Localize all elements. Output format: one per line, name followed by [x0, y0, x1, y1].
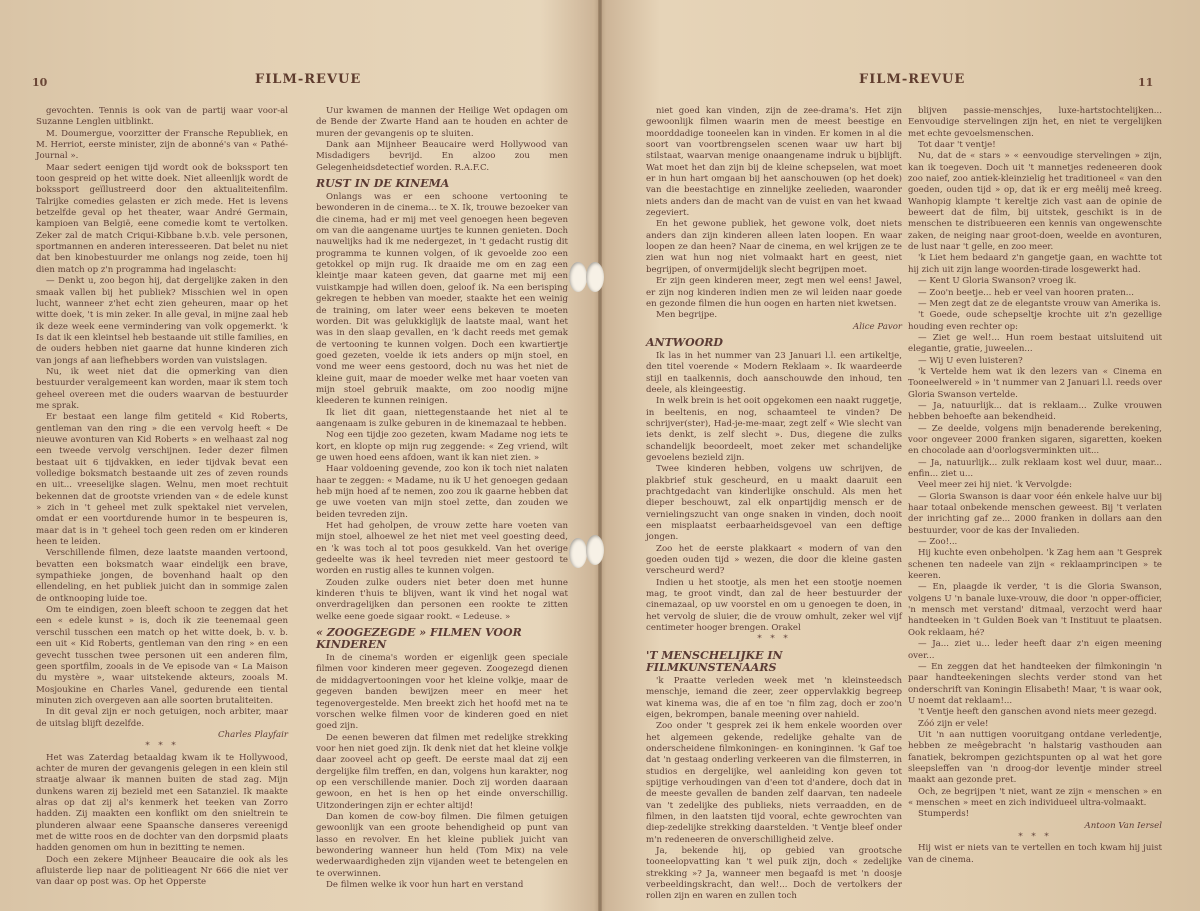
paragraph: niet goed kan vinden, zijn de zee-drama's. Het zijn gewoonlijk filmen waarin men de meest beestige en moorddadige tooneelen kan in vinden. Er komen in al die soort van voortbrengselen scenen waar uw hart bij stilstaat, waarvan menige onaangename indruk u bijblijft. Wat moet het dan zijn bij de kleine schepselen, wat moet er in hun hart omgaan bij het aanschouwen (op het doek) van die beestachtige en zinnelijke zeelieden, waaronder niets anders dan de macht van de vuist en van het kwaad zegeviert. [646, 106, 902, 219]
author-signature: Antoon Van Iersel [1084, 820, 1162, 831]
paragraph: Stumperds! [918, 809, 970, 820]
paragraph: 't Ventje heeft den ganschen avond niets meer gezegd. [918, 707, 1157, 718]
paragraph: Onlangs was er een schoone vertooning te bewonderen in de cinema... te X. Ik, trouwe bezoeker van die cinema, had er mij met veel genoegen heen begeven om van die aangename uurtjes te kunnen genieten. Doch nauwelijks had ik me nedergezet, in 't gedacht rustig dit programma te kunnen volgen, of ik gevoelde zoo een getokkel op mijn rug. Ik draaide me om en zag een kleintje maar kateen geven, dat gaarne met mij een vuistkampje had willen doen, geloof ik. Na een berisping gekregen te hebben van moeder, staakte het een weinig de training, om later weer eens bekeven te moeten worden. Dit was gelukkiglijk de laatste maal, want het was in den slaap gevallen, en 'k dacht reeds met gemak de vertooning te kunnen volgen. Doch een kwartiertje goed gezeten, voelde ik iets anders op mijn stoel, en vond me weer eens gestoord, doch nu was het niet de kleine guit, maar de moeder welke met haar voeten van mijn stoel gebruik maakte, om zoo noodig mijne kleederen te kunnen reinigen. [316, 192, 568, 407]
paragraph: — Ze deelde, volgens mijn benaderende berekening, voor ongeveer 2000 franken sigaren, sigaretten, koeken en chocolade aan d'oorlogsverminkten uit... [908, 423, 1162, 457]
article-heading: ANTWOORD [646, 335, 723, 349]
paragraph: Maar sedert eenigen tijd wordt ook de bokssport ten toon gespreid op het witte doek. Niet alleenlijk wordt de bokssport geïllustreerd door den aktualiteitenfilm. Talrijke comedies gelasten er zich mede. Het is levens betzelfde geval op het theater, waar André Germain, kampioen van België, eene comedie komt te vertolken. Zeker zal de match Criqui-Kibbane b.v.b. vele personen, sportmannen en anderen interesseeren. Dat belet nu niet dat ben kinobestuurder me onlangs nog zeide, toen hij dien match op z'n programma had ingelascht: [36, 162, 288, 275]
paragraph: De eenen beweren dat filmen met redelijke strekking voor hen niet goed zijn. Ik denk niet dat het kleine volkje daar zooveel acht op geeft. De eerste maal dat zij een dergelijke film treffen, en dan, volgens hun karakter, nog op een verschillende manier. Doch zij worden daaraan gewoon, en het is hen op het einde onverschillig. Uitzonderingen zijn er echter altijd! [316, 732, 568, 811]
paragraph: Nu, dat de « stars » « eenvoudige stervelingen » zijn, kan ik toegeven. Doch uit 't mannetjes redeneeren dook zoo naief, zoo antiek-kleinzielig het traditioneel « van den goeden, ouden tijd » op, dat ik er erg meêlij meê kreeg. Wanhopig klampte 't kereltje zich vast aan de opinie de beweert dat de film, bij uitstek, geschikt is in de menschen te distribueeren een kennis van ongewenschte zaken, de neiging naar groot-doen, weelde en avonturen, de lust naar 't gelle, en zoo meer. [908, 151, 1162, 253]
article-heading: RUST IN DE KINEMA [316, 177, 450, 191]
author-signature: Alice Pavor [853, 321, 902, 332]
binding-hole [586, 262, 604, 292]
paragraph: — Denkt u, zoo begon hij, dat dergelijke zaken in den smaak vallen bij het publiek? Misschien wel in open lucht, wanneer z'het echt zien geheuren, maar op het witte doek, 't is min zeker. In alle geval, in mijne zaal heb ik deze week eene vermindering van volk opgemerkt. 'k Is dat ik een kleintsel heb bestaande uit stille families, en de ouders hebben niet gaarne dat hunne kinderen zich van jongs af aan liefhebbers worden van vuistslagen. [36, 276, 288, 366]
paragraph: Het had geholpen, de vrouw zette hare voeten van mijn stoel, alhoewel ze het niet met veel goesting deed, en 'k was toch al tot poos gesukkeld. Van het overige gedeelte was ik heel tevreden niet meer gestoord te worden en rustig alles te kunnen volgen. [316, 521, 568, 577]
paragraph: In welk brein is het ooit opgekomen een naakt ruggetje, in beeltenis, en nog, schaamteel te vinden? De schrijver(ster), Had-je-me-maar, zegt zelf « Wie slecht van iets denkt, is zelf slecht ». Dus, diegene die zulks schandelijk beoordeelt, moet zeker met schandelijke gevoelens bezield zijn. [646, 396, 902, 463]
column-1 [36, 106, 288, 888]
paragraph: Uit 'n aan nuttigen vooruitgang ontdane verledentje, hebben ze meêgebracht 'n halstarig vasthouden aan fanatiek, bekrompen gezichtspunten op al wat het gore sleepsleffen van 'n droog-dor leventje minder streel maakt aan gezonde pret. [908, 729, 1162, 786]
paragraph: Dank aan Mijnheer Beaucaire werd Hollywood van Misdadigers bevrijd. En alzoo zou men Gelegenheidsdetectief worden. R.A.F.C. [316, 140, 568, 173]
binding-hole [586, 535, 604, 565]
paragraph: Tot daar 't ventje! [918, 140, 996, 151]
paragraph: Zóó zijn er vele! [918, 718, 989, 729]
paragraph: Zoo het de eerste plakkaart « modern of van den goeden ouden tijd » wezen, die door die kleine gasten verscheurd werd? [646, 543, 902, 577]
paragraph: Ik las in het nummer van 23 Januari l.l. een artikeltje, den titel voerende « Modern Reklaam ». Ik waardeerde stijl en taalkennis, doch aanschouwde den inhoud, ten deele, als kleingeestig. [646, 350, 902, 395]
paragraph: — Zoo!... [918, 537, 958, 548]
section-divider: * * * [1018, 832, 1052, 842]
paragraph: Uur kwamen de mannen der Heilige Wet opdagen om de Bende der Zwarte Hand aan te houden en achter de muren der gevangenis op te sluiten. [316, 106, 568, 139]
paragraph: In de cinema's worden er eigenlijk geen speciale filmen voor kinderen meer gegeven. Zoogezegd dienen de middagvertooningen voor het kleine volkje, maar de gegeven banden bewijzen meer en meer het tegenovergestelde. Men breekt zich het hoofd met na te vorschen welke filmen voor de kinderen goed en niet goed zijn. [316, 653, 568, 732]
paragraph: Indien u het stootje, als men het een stootje noemen mag, te groot vindt, dan zal de heer bestuurder der cinemazaal, op uw voorstel en om u genoegen te doen, in het vervolg de sluier, die de vrouw omhult, zeker wel vijf centimeter hooger brengen. Orakel [646, 577, 902, 634]
page-number: 10 [32, 76, 48, 89]
paragraph: M. Doumergue, voorzitter der Fransche Republiek, en M. Herriot, eerste minister, zijn de abonné's van « Pathé-Journal ». [36, 128, 288, 162]
paragraph: blijven passie-menschjes, luxe-hartstochtelijken... Eenvoudige stervelingen zijn het, en niet te vergelijken met echte gevoelsmenschen. [908, 106, 1162, 139]
paragraph: Veel meer zei hij niet. 'k Vervolgde: [918, 480, 1072, 491]
paragraph: — Ja, natuurlijk... dat is reklaam... Zulke vrouwen hebben behoefte aan bekendheid. [908, 400, 1162, 423]
column-3 [646, 106, 902, 902]
paragraph: Zouden zulke ouders niet beter doen met hunne kinderen t'huis te blijven, want ik vind het nogal wat onverdragelijken dan personen een rookte te zitten welke eene goede sigaar rookt. « Ledeuse. » [316, 577, 568, 622]
article-heading: « ZOOGEZEGDE » FILMEN VOOR KINDEREN [316, 626, 522, 652]
binding-hole [569, 538, 587, 568]
paragraph: In dit geval zijn er noch getuigen, noch arbiter, maar de uitslag blijft dezelfde. [36, 707, 288, 729]
paragraph: — Ziet ge wel!... Hun roem bestaat uitsluitend uit elegantie, gratie, juweelen... [908, 332, 1162, 355]
paragraph: 'k Vertelde hem wat ik den lezers van « Cinema en Tooneelwereld » in 't nummer van 2 Januari l.l. reeds over Gloria Swanson vertelde. [908, 366, 1162, 400]
paragraph: — Ja, natuurlijk... zulk reklaam kost wel duur, maar... enfin... ziet u... [908, 457, 1162, 479]
paragraph: — En zeggen dat het handteeken der filmkoningin 'n paar handteekeningen slechts verder stond van het onderschrift van Koningin Elisabeth! Maar, 't is waar ook, U noemt dat reklaam!... [908, 661, 1162, 706]
paragraph: — Wij U even luisteren? [918, 355, 1023, 366]
paragraph: Nu, ik weet niet dat die opmerking van dien bestuurder veralgemeent kan worden, maar ik stem toch geheel overeen met die ouders waarvan de bestuurder me sprak. [36, 366, 288, 411]
paragraph: Het was Zaterdag betaaldag kwam ik te Hollywood, achter de muren der gevangenis gelegen in een klein stil straatje alwaar ik mannen buiten de stad zag. Mijn dunkens waren zij bezield met een Satanziel. Ik maakte alras op dat zij al's kenmerk het teeken van Zorro hadden. Zij maakten een konflikt om den snieltrein te plunderen alwaar eene Spaansche danseres vereenigd met de witte roos en de dochter van den dorpsmid plaats hadden genomen om hun in bezitting te nemen. [36, 752, 288, 854]
paragraph: Ja, bekende hij, op gebied van grootsche tooneelopvatting kan 't wel puik zijn, doch « zedelijke strekking »? Ja, wanneer men begaafd is met 'n doosje verbeeldingskracht, dan wel!... Doch de vertolkers der rollen zijn en waren en zullen toch [646, 845, 902, 902]
paragraph: Hij kuchte even onbeholpen. 'k Zag hem aan 't Gesprek schenen ten nadeele van zijn « reklaamprincipen » te keeren. [908, 548, 1162, 582]
paragraph: Om te eindigen, zoen bleeft schoon te zeggen dat het een « edele kunst » is, doch ik zie teenemaal geen verschil tusschen een match op het witte doek, b. v. b. een uit « Kid Roberts, gentleman van den ring » en een gevecht tusschen twee personen uit een anderen film, geen sportfilm, zooals in de Ve episode van « La Maison du mystère », waar uitstekende akteurs, zooals M. Mosjoukine en Charles Vanel, gedurende een tiental minuten zich overgeven aan alle soorten brutaliteiten. [36, 605, 288, 706]
paragraph: 'k Liet hem bedaard z'n gangetje gaan, en wachtte tot hij zich uit zijn lange woorden-tirade losgewerkt had. [908, 253, 1162, 275]
paragraph: Och, ze begrijpen 't niet, want ze zijn « menschen » en « menschen » meet en zich individueel ultra-volmaakt. [908, 786, 1162, 808]
paragraph: Er bestaat een lange film getiteld « Kid Roberts, gentleman van den ring » die een vervolg heeft « De nieuwe avonturen van Kid Roberts » en welhaast zal nog een tweede vervolg verschijnen. Ieder dezer filmen bestaat uit 6 tijdvakken, en ieder tijdvak bevat een volledige boksmatch bestaande uit zes of zeven rounds en uit... vreeselijke slagen. Welnu, men moet rechtuit bekennen dat de grootste vrienden van « de edele kunst » zich in 't geheel met zulk spektakel niet vervelen, omdat er een voortdurende humor in te bespeuren is, maar dat is in 't geheel toch geen reden om er kinderen heen te leiden. [36, 412, 288, 548]
paragraph: Men begrijpe. [656, 310, 718, 321]
paragraph: Twee kinderen hebben, volgens uw schrijven, de plakbrief stuk gescheurd, en u maakt daaruit een prachtgedacht van kinderlijke onschuld. Als men het dieper beschouwt, zal elk onpartijdig mensch er de vernielingszucht van onge snaken in vinden, doch nooit een misplaatst eerbaarheidsgevoel van een deftige jongen. [646, 464, 902, 543]
paragraph: De filmen welke ik voor hun hart en verstand [326, 880, 524, 890]
paragraph: — Ja... ziet u... leder heeft daar z'n eigen meening over... [908, 639, 1162, 661]
paragraph: En het gewone publiek, het gewone volk, doet niets anders dan zijn kinderen alleen laten loopen. En waar loopen ze dan heen? Naar de cinema, en wel krijgen ze te zien wat hun nog niet volmaakt hart en geest, niet begrijpen, of onvermijdelijk slecht begrijpen moet. [646, 219, 902, 275]
column-2 [316, 106, 568, 890]
section-divider: * * * [757, 634, 791, 645]
running-title: FILM-REVUE [255, 72, 362, 87]
paragraph: — Men zegt dat ze de elegantste vrouw van Amerika is. [918, 298, 1161, 309]
paragraph: — Kent U Gloria Swanson? vroeg ik. [918, 276, 1077, 287]
paragraph: Ik liet dit gaan, niettegenstaande het niet al te aangenaam is zulke geburen in de kinemazaal te hebben. [316, 407, 568, 429]
paragraph: Verschillende filmen, deze laatste maanden vertoond, bevatten een boksmatch waar eindelijk een brave, sympathieke jongen, de bovenhand haalt op den ellendeling, en het publiek juicht dan in sommige zalen de ontknooping luide toe. [36, 548, 288, 604]
right-page [602, 0, 1200, 911]
paragraph: Nog een tijdje zoo gezeten, kwam Madame nog iets te kort, en klopte op mijn rug zeggende: « Zeg vriend, wilt ge uwen hoed eens afdoen, want ik kan niet zien. » [316, 430, 568, 463]
running-title: FILM-REVUE [859, 72, 966, 87]
paragraph: Er zijn geen kinderen meer, zegt men wel eens! Jawel, er zijn nog kinderen indien men ze wil leiden naar goede en gezonde filmen die hun oogen en harten niet kwetsen. [646, 276, 902, 309]
paragraph: Doch een zekere Mijnheer Beaucaire die ook als les afluisterde liep naar de politieagent Nr 666 die niet ver van daar op post was. Op het Opperste [36, 854, 288, 888]
paragraph: 'k Praatte verleden week met 'n kleinsteedsch menschje, iemand die zeer, zeer oppervlakkig begreep wat kinema was, die af en toe 'n film zag, doch er zoo'n eigen, bekrompen, banale meening over nahield. [646, 675, 902, 720]
paragraph: gevochten. Tennis is ook van de partij waar voor-al Suzanne Lenglen uitblinkt. [36, 106, 288, 128]
section-divider: * * * [145, 741, 179, 752]
paragraph: Hij wist er niets van te vertellen en toch kwam hij juist van de cinema. [908, 843, 1162, 865]
paragraph: — Zoo'n beetje... heb er veel van hooren praten... [918, 287, 1134, 298]
column-4 [908, 106, 1162, 866]
page-number: 11 [1138, 76, 1154, 89]
author-signature: Charles Playfair [218, 729, 288, 740]
left-page [0, 0, 598, 911]
paragraph: — En, plaagde ik verder, 't is die Gloria Swanson, volgens U 'n banale luxe-vrouw, die door 'n opper-officier, 'n mensch met verstand' ditmaal, verzocht werd haar handteeken in 't Gulden Boek van 't Instituut te plaatsen. Ook reklaam, hé? [908, 582, 1162, 638]
article-heading: 'T MENSCHELIJKE IN FILMKUNSTENAARS [646, 648, 783, 674]
paragraph: Haar voldoening gevende, zoo kon ik toch niet nalaten haar te zeggen: « Madame, nu ik U het genoegen gedaan heb mijn hoed af te nemen, zoo zou ik gaarne hebben dat ge uwe voeten van mijn stoel zette, dan zouden we beiden tevreden zijn. [316, 464, 568, 520]
paragraph: Zoo onder 't gesprek zei ik hem enkele woorden over het algemeen gekende, redelijke gehalte van de onderscheidene filmkoningen- en koninginnen. 'k Gaf toe dat 'n gestaag onderling verkeeren van die filmsterren, in studios en dergelijke, wel aanleiding kon geven tot spijtige verhoudingen van d'een tot d'andere, doch dat in de meeste gevallen de banden zelf daarvan, ten nadeele van 't zedelijke des publieks, niets verraadden, en de filmen, in den laatsten tijd vooral, echte gewrochten van diep-zedelijke strekking daarstelden. 't Ventje bleef onder m'n redeneeren de onverschilligheid zelve. [646, 721, 902, 845]
paragraph: Dan komen de cow-boy filmen. Die filmen getuigen gewoonlijk van een groote behendigheid op punt van lasso en revolver. En het kleine publiek juicht van bewondering wanneer hun held (Tom Mix) na vele wederwaardigheden zijn vijanden weet te betengelen en te overwinnen. [316, 811, 568, 879]
paragraph: 't Goede, oude schepseltje krochte uit z'n gezellige houding even rechter op: [908, 310, 1162, 332]
binding-hole [569, 262, 587, 292]
paragraph: — Gloria Swanson is daar voor één enkele halve uur bij haar totaal onbekende menschen geweest. Bij 't verlaten der inrichting gaf ze... 2000 franken in dollars aan den bestuurder, voor de kas der Invalieden. [908, 491, 1162, 536]
